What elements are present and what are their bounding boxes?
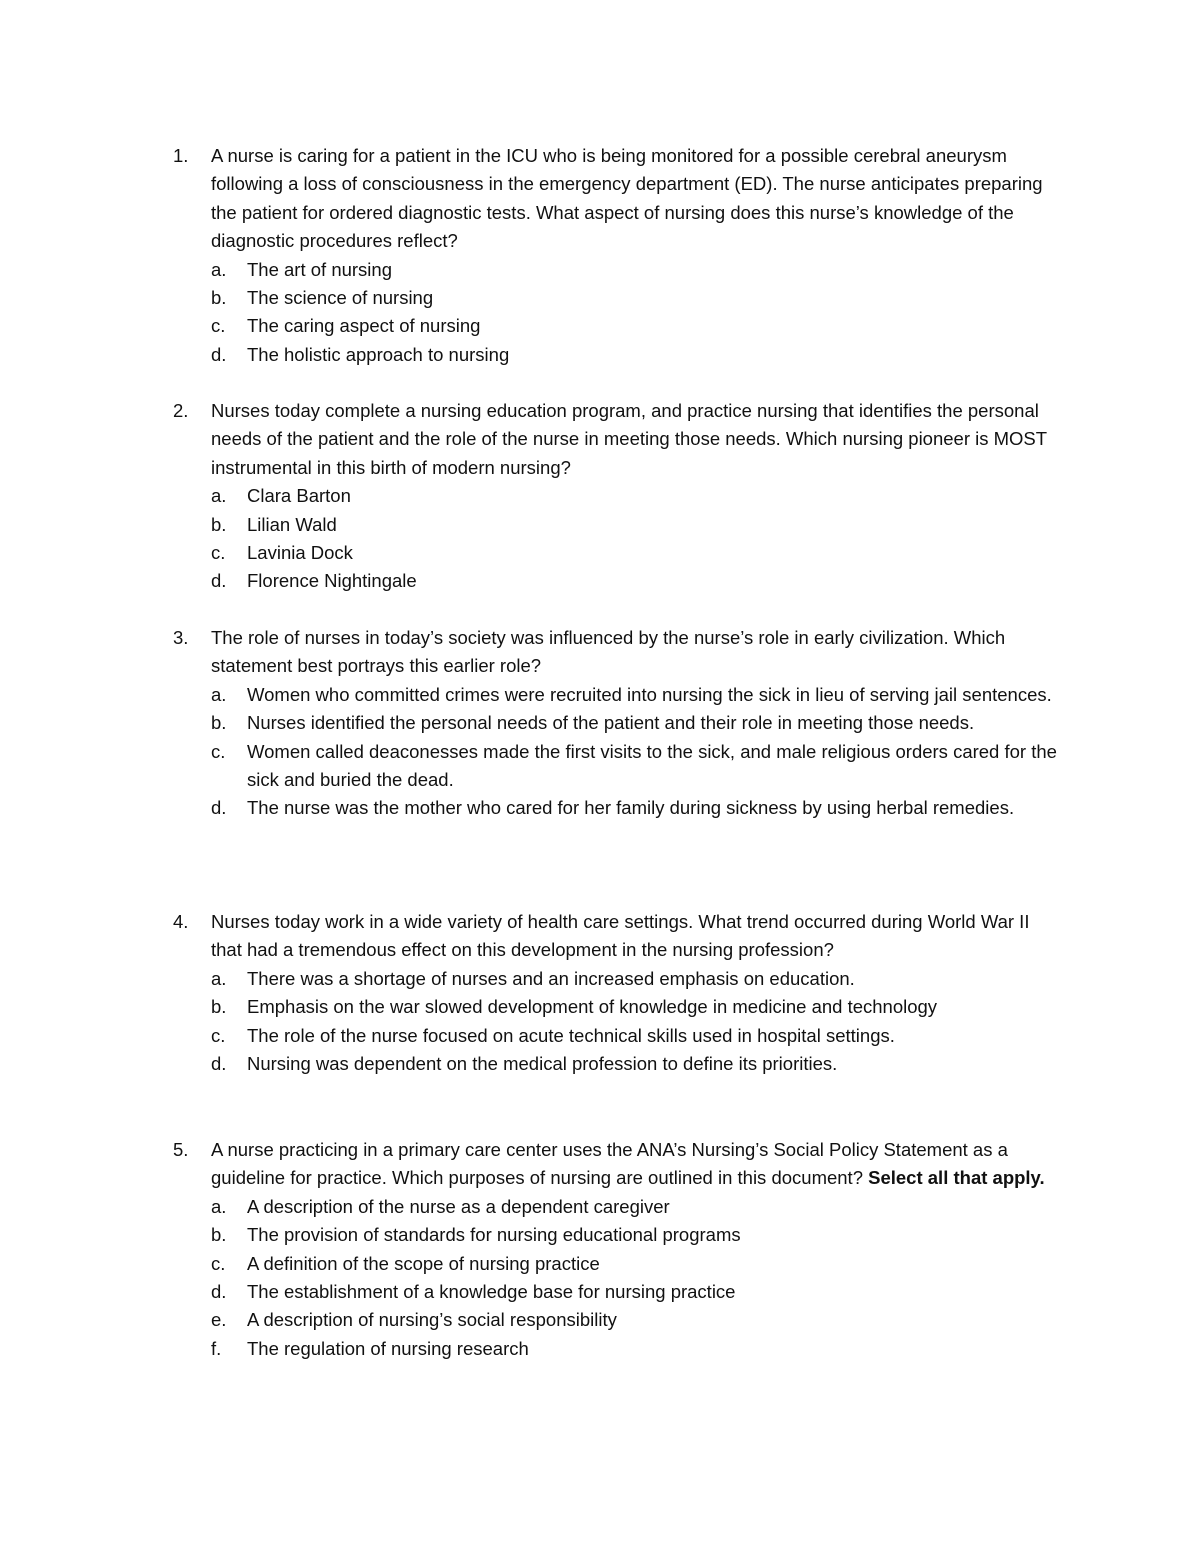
- option-text: Lavinia Dock: [247, 542, 353, 564]
- option-text: Nursing was dependent on the medical profession to define its priorities.: [247, 1053, 838, 1075]
- question-stem: The role of nurses in today’s society was influenced by the nurse’s role in early civilization. Which statement best portrays this earlier role?: [211, 627, 1011, 677]
- option-letter: b.: [211, 996, 227, 1018]
- answer-option: [173, 1335, 1063, 1363]
- option-text: Emphasis on the war slowed development of knowledge in medicine and technology: [247, 996, 938, 1018]
- answer-option: [173, 993, 1063, 1021]
- question-5: [173, 1136, 1063, 1363]
- answer-option: [173, 681, 1063, 709]
- option-text: The caring aspect of nursing: [247, 315, 481, 337]
- question-1: [173, 142, 1053, 369]
- option-letter: a.: [211, 967, 227, 989]
- option-letter: a.: [211, 485, 227, 507]
- answer-options: [173, 1193, 1063, 1363]
- option-letter: d.: [211, 1053, 227, 1075]
- question-stem-text: A nurse practicing in a primary care center uses the ANA’s Nursing’s Social Policy Statement as a guideline for practice. Which purposes of nursing are outlined in this document?: [211, 1139, 1014, 1189]
- option-letter: d.: [211, 1281, 227, 1303]
- option-letter: a.: [211, 1195, 227, 1217]
- option-text: Women called deaconesses made the first visits to the sick, and male religious orders cared for the sick and buried the dead.: [247, 740, 1057, 791]
- answer-option: [173, 1050, 1063, 1078]
- question-4: [173, 908, 1063, 1078]
- answer-option: [173, 1221, 1063, 1249]
- option-text: The holistic approach to nursing: [247, 343, 510, 365]
- answer-option: [173, 539, 1063, 567]
- option-text: Florence Nightingale: [247, 570, 417, 592]
- option-text: Lilian Wald: [247, 513, 337, 535]
- option-text: The provision of standards for nursing educational programs: [247, 1224, 741, 1246]
- answer-option: [173, 256, 1053, 284]
- question-stem: [211, 1136, 1063, 1193]
- option-letter: c.: [211, 1024, 226, 1046]
- option-letter: b.: [211, 287, 227, 309]
- answer-option: [173, 1022, 1063, 1050]
- option-letter: c.: [211, 1252, 226, 1274]
- option-letter: c.: [211, 315, 226, 337]
- answer-option: [173, 1306, 1063, 1334]
- answer-option: [173, 511, 1063, 539]
- option-text: A description of nursing’s social responsibility: [247, 1309, 617, 1331]
- option-letter: a.: [211, 683, 227, 705]
- option-letter: f.: [211, 1337, 222, 1359]
- question-stem: A nurse is caring for a patient in the ICU who is being monitored for a possible cerebral aneurysm following a loss of consciousness in the emergency department (ED). The nurse anticipates preparing the patient for ordered diagnostic tests. What aspect of nursing does this nurse’s knowledge of the diagnostic procedures reflect?: [211, 145, 1048, 252]
- answer-option: [173, 794, 1063, 822]
- question-number: 1.: [173, 145, 189, 166]
- option-letter: b.: [211, 513, 227, 535]
- answer-option: [173, 1250, 1063, 1278]
- answer-option: [173, 312, 1053, 340]
- option-text: The role of the nurse focused on acute technical skills used in hospital settings.: [247, 1024, 895, 1046]
- answer-options: [173, 965, 1063, 1079]
- option-text: The nurse was the mother who cared for her family during sickness by using herbal remedies.: [247, 797, 1015, 819]
- question-stem: Nurses today work in a wide variety of health care settings. What trend occurred during World War II that had a tremendous effect on this development in the nursing profession?: [211, 911, 1035, 961]
- option-letter: b.: [211, 1224, 227, 1246]
- answer-option: [173, 1278, 1063, 1306]
- option-text: There was a shortage of nurses and an increased emphasis on education.: [247, 967, 855, 989]
- option-text: The science of nursing: [247, 287, 434, 309]
- option-text: Women who committed crimes were recruited into nursing the sick in lieu of serving jail sentences.: [247, 683, 1052, 705]
- answer-option: [173, 567, 1063, 595]
- option-letter: c.: [211, 740, 226, 762]
- option-text: The establishment of a knowledge base for nursing practice: [247, 1281, 736, 1303]
- select-all-instruction: Select all that apply.: [868, 1167, 1045, 1189]
- question-number: 3.: [173, 627, 189, 648]
- option-text: The regulation of nursing research: [247, 1337, 529, 1359]
- option-text: Nurses identified the personal needs of the patient and their role in meeting those needs.: [247, 712, 975, 734]
- option-text: Clara Barton: [247, 485, 351, 507]
- option-letter: a.: [211, 258, 227, 280]
- answer-option: [173, 709, 1063, 737]
- option-letter: c.: [211, 542, 226, 564]
- answer-options: [173, 681, 1063, 823]
- answer-option: [173, 965, 1063, 993]
- answer-option: [173, 341, 1053, 369]
- option-text: A description of the nurse as a dependent caregiver: [247, 1195, 670, 1217]
- answer-option: [173, 482, 1063, 510]
- option-letter: d.: [211, 797, 227, 819]
- question-number: 2.: [173, 400, 189, 421]
- answer-options: [173, 256, 1053, 370]
- option-text: A definition of the scope of nursing practice: [247, 1252, 600, 1274]
- answer-option: [173, 284, 1053, 312]
- question-2: [173, 397, 1063, 596]
- option-letter: d.: [211, 570, 227, 592]
- answer-option: [173, 1193, 1063, 1221]
- option-letter: d.: [211, 343, 227, 365]
- question-number: 4.: [173, 911, 189, 932]
- option-text: The art of nursing: [247, 258, 392, 280]
- option-letter: e.: [211, 1309, 227, 1331]
- answer-option: [173, 738, 1063, 795]
- question-stem: Nurses today complete a nursing education program, and practice nursing that identifies the personal needs of the patient and the role of the nurse in meeting those needs. Which nursing pioneer is MOST instrumental in this birth of modern nursing?: [211, 400, 1052, 478]
- answer-options: [173, 482, 1063, 596]
- question-3: [173, 624, 1063, 823]
- question-number: 5.: [173, 1139, 189, 1160]
- option-letter: b.: [211, 712, 227, 734]
